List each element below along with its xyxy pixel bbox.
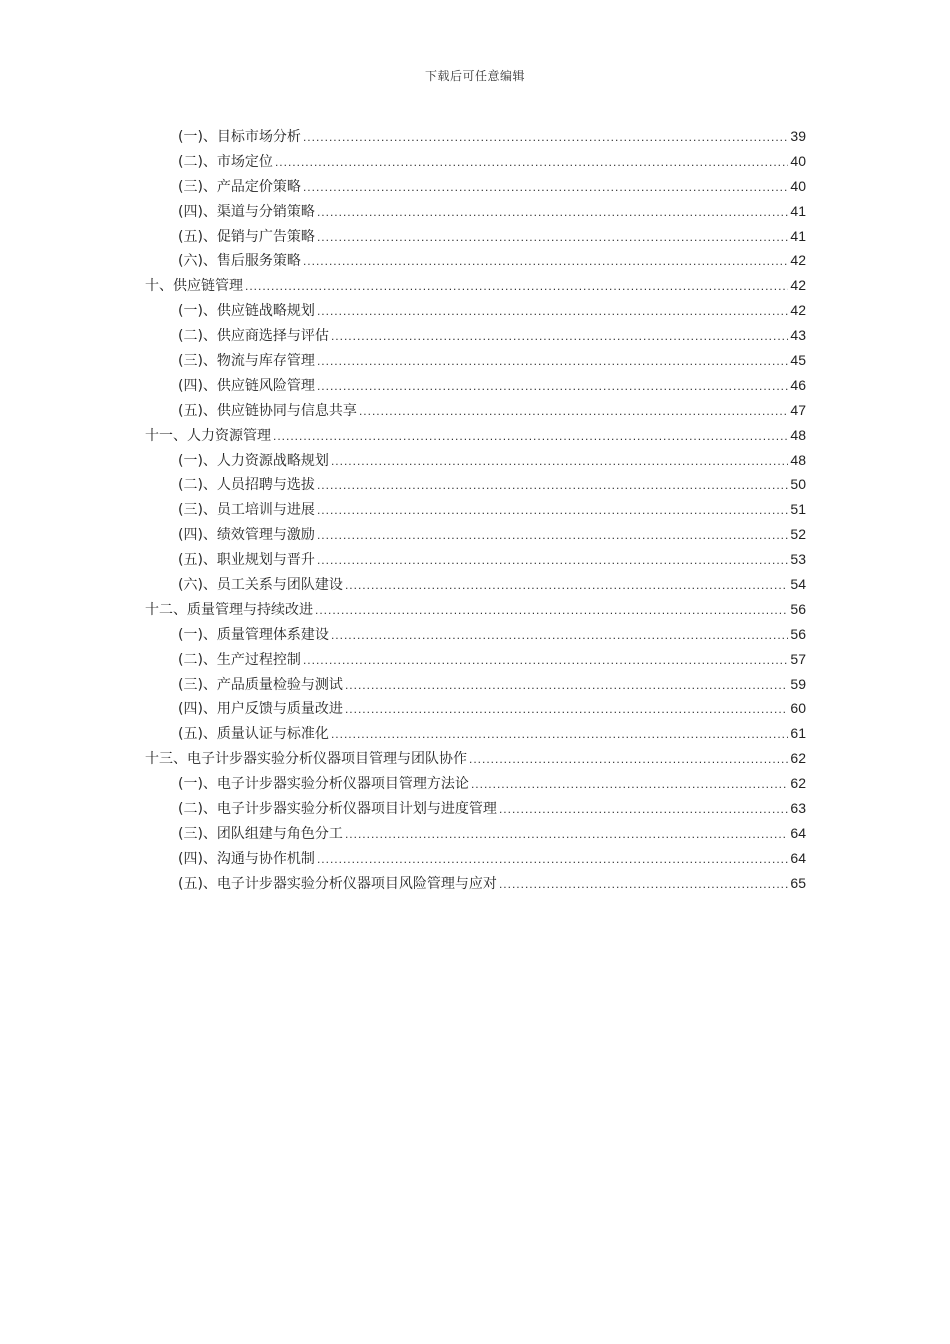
toc-entry-title: (五)、电子计步器实验分析仪器项目风险管理与应对	[178, 875, 497, 892]
toc-entry-title: (六)、员工关系与团队建设	[178, 577, 343, 594]
toc-dot-leader	[317, 299, 788, 324]
toc-entry-title: (四)、供应链风险管理	[178, 377, 315, 394]
toc-entry-title: (五)、促销与广告策略	[178, 228, 315, 245]
toc-chapter-entry[interactable]	[145, 597, 806, 622]
toc-section-entry[interactable]	[145, 472, 806, 497]
toc-entry-title: (二)、人员招聘与选拔	[178, 477, 315, 494]
toc-entry-title: (二)、供应商选择与评估	[178, 328, 329, 345]
toc-page-number: 42	[790, 302, 806, 319]
toc-dot-leader	[317, 200, 788, 225]
toc-page-number: 62	[790, 775, 806, 792]
toc-entry-title: (五)、职业规划与晋升	[178, 552, 315, 569]
toc-page-number: 40	[790, 152, 806, 169]
toc-dot-leader	[345, 573, 788, 598]
toc-page-number: 56	[790, 600, 806, 617]
toc-entry-title: (四)、沟通与协作机制	[178, 850, 315, 867]
toc-dot-leader	[317, 548, 788, 573]
toc-section-entry[interactable]	[145, 348, 806, 373]
toc-section-entry[interactable]	[145, 846, 806, 871]
page-header: 下载后可任意编辑	[424, 69, 525, 83]
toc-page-number: 41	[790, 227, 806, 244]
toc-dot-leader	[499, 797, 788, 822]
toc-entry-title: (一)、质量管理体系建设	[178, 626, 329, 643]
toc-page-number: 57	[790, 650, 806, 667]
toc-section-entry[interactable]	[145, 522, 806, 547]
toc-dot-leader	[317, 847, 788, 872]
toc-entry-title: (一)、电子计步器实验分析仪器项目管理方法论	[178, 776, 469, 793]
toc-section-entry[interactable]	[145, 497, 806, 522]
toc-dot-leader	[317, 473, 788, 498]
toc-page-number: 64	[790, 849, 806, 866]
toc-entry-title: 十一、人力资源管理	[145, 427, 271, 444]
toc-entry-title: 十、供应链管理	[145, 278, 243, 295]
toc-entry-title: (三)、员工培训与进展	[178, 502, 315, 519]
toc-entry-title: (四)、用户反馈与质量改进	[178, 701, 343, 718]
toc-section-entry[interactable]	[145, 672, 806, 697]
toc-entry-title: (一)、人力资源战略规划	[178, 452, 329, 469]
toc-section-entry[interactable]	[145, 821, 806, 846]
toc-page-number: 41	[790, 202, 806, 219]
toc-section-entry[interactable]	[145, 622, 806, 647]
toc-page-number: 54	[790, 576, 806, 593]
toc-entry-title: (二)、电子计步器实验分析仪器项目计划与进度管理	[178, 801, 497, 818]
toc-page-number: 56	[790, 625, 806, 642]
toc-section-entry[interactable]	[145, 373, 806, 398]
toc-page-number: 65	[790, 874, 806, 891]
toc-section-entry[interactable]	[145, 199, 806, 224]
toc-dot-leader	[331, 623, 788, 648]
toc-chapter-entry[interactable]	[145, 746, 806, 771]
table-of-contents	[145, 124, 806, 896]
toc-section-entry[interactable]	[145, 647, 806, 672]
toc-entry-title: (六)、售后服务策略	[178, 253, 301, 270]
toc-dot-leader	[471, 772, 788, 797]
toc-section-entry[interactable]	[145, 398, 806, 423]
toc-page-number: 61	[790, 725, 806, 742]
toc-chapter-entry[interactable]	[145, 273, 806, 298]
toc-page-number: 48	[790, 426, 806, 443]
toc-dot-leader	[359, 399, 788, 424]
toc-dot-leader	[469, 747, 788, 772]
toc-entry-title: (五)、供应链协同与信息共享	[178, 402, 357, 419]
toc-dot-leader	[331, 722, 788, 747]
toc-page-number: 62	[790, 750, 806, 767]
toc-dot-leader	[317, 374, 788, 399]
toc-dot-leader	[317, 498, 788, 523]
toc-dot-leader	[499, 872, 788, 897]
toc-dot-leader	[303, 175, 788, 200]
toc-section-entry[interactable]	[145, 721, 806, 746]
toc-section-entry[interactable]	[145, 572, 806, 597]
toc-page-number: 64	[790, 824, 806, 841]
toc-section-entry[interactable]	[145, 174, 806, 199]
toc-page-number: 45	[790, 352, 806, 369]
toc-entry-title: (一)、目标市场分析	[178, 129, 301, 145]
toc-entry-title: (三)、团队组建与角色分工	[178, 825, 343, 842]
toc-entry-title: (三)、物流与库存管理	[178, 353, 315, 370]
toc-page-number: 52	[790, 526, 806, 543]
toc-dot-leader	[345, 697, 788, 722]
toc-page-number: 48	[790, 451, 806, 468]
toc-page-number: 42	[790, 277, 806, 294]
toc-page-number: 43	[790, 327, 806, 344]
toc-dot-leader	[317, 349, 788, 374]
toc-dot-leader	[331, 449, 788, 474]
toc-page-number: 59	[790, 675, 806, 692]
toc-dot-leader	[345, 673, 788, 698]
toc-chapter-entry[interactable]	[145, 423, 806, 448]
toc-section-entry[interactable]	[145, 124, 806, 149]
toc-section-entry[interactable]	[145, 796, 806, 821]
toc-dot-leader	[275, 150, 788, 175]
toc-page-number: 50	[790, 476, 806, 493]
toc-section-entry[interactable]	[145, 149, 806, 174]
toc-entry-title: (二)、生产过程控制	[178, 651, 301, 668]
toc-page-number: 42	[790, 252, 806, 269]
toc-entry-title: 十二、质量管理与持续改进	[145, 601, 313, 618]
toc-entry-title: (一)、供应链战略规划	[178, 303, 315, 320]
toc-section-entry[interactable]	[145, 298, 806, 323]
toc-page-number: 39	[790, 128, 806, 144]
toc-dot-leader	[303, 648, 788, 673]
toc-dot-leader	[315, 598, 788, 623]
toc-dot-leader	[303, 125, 788, 150]
toc-page-number: 53	[790, 551, 806, 568]
toc-page-number: 40	[790, 177, 806, 194]
toc-dot-leader	[345, 822, 788, 847]
toc-dot-leader	[273, 424, 788, 449]
toc-page-number: 47	[790, 401, 806, 418]
toc-page-number: 51	[790, 501, 806, 518]
toc-section-entry[interactable]	[145, 248, 806, 273]
toc-section-entry[interactable]	[145, 448, 806, 473]
toc-entry-title: (二)、市场定位	[178, 153, 273, 170]
toc-section-entry[interactable]	[145, 696, 806, 721]
toc-dot-leader	[317, 225, 788, 250]
toc-dot-leader	[303, 249, 788, 274]
toc-section-entry[interactable]	[145, 224, 806, 249]
toc-entry-title: (四)、渠道与分销策略	[178, 203, 315, 220]
toc-entry-title: (四)、绩效管理与激励	[178, 527, 315, 544]
toc-entry-title: (三)、产品定价策略	[178, 178, 301, 195]
toc-section-entry[interactable]	[145, 323, 806, 348]
toc-entry-title: (五)、质量认证与标准化	[178, 726, 329, 743]
toc-section-entry[interactable]	[145, 871, 806, 896]
toc-dot-leader	[317, 523, 788, 548]
toc-section-entry[interactable]	[145, 547, 806, 572]
toc-section-entry[interactable]	[145, 771, 806, 796]
toc-page-number: 60	[790, 700, 806, 717]
toc-entry-title: 十三、电子计步器实验分析仪器项目管理与团队协作	[145, 751, 467, 768]
toc-dot-leader	[245, 274, 788, 299]
toc-entry-title: (三)、产品质量检验与测试	[178, 676, 343, 693]
toc-page-number: 63	[790, 800, 806, 817]
toc-dot-leader	[331, 324, 788, 349]
toc-page-number: 46	[790, 376, 806, 393]
